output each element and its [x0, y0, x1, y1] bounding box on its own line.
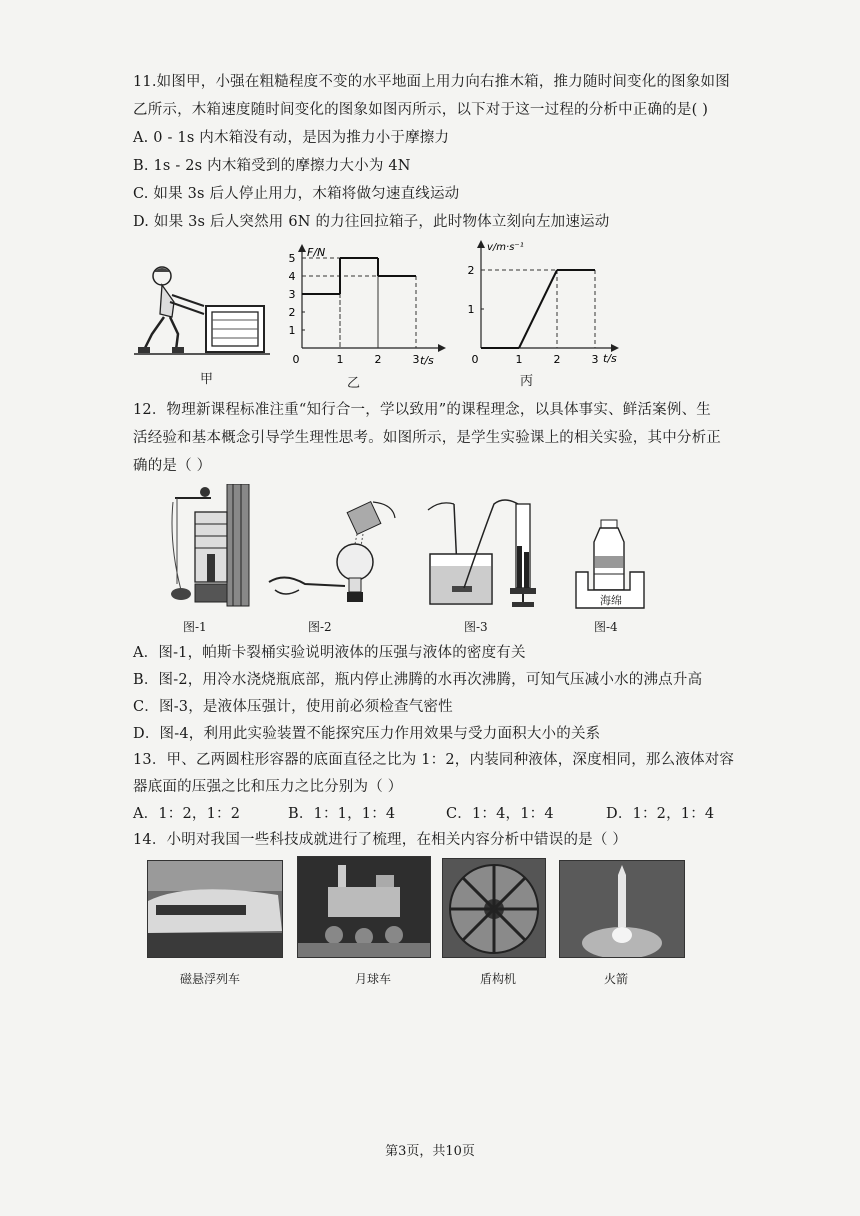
fig-1-label: 图-1 [183, 620, 207, 634]
force-chart-ytick-label: 3 [288, 288, 296, 301]
force-chart-xlabel: t/s [420, 354, 434, 367]
velocity-chart-xtick-label: 1 [515, 353, 523, 366]
force-chart-ytick-label: 2 [288, 306, 296, 319]
caption-tbm: 盾构机 [480, 972, 517, 986]
caption-rocket: 火箭 [604, 972, 629, 986]
boy-pushing-box-illustration [132, 262, 272, 362]
force-chart-xtick-label: 3 [412, 353, 420, 366]
velocity-chart-x-arrow [611, 344, 619, 352]
fig-jia-label: 甲 [200, 372, 214, 387]
force-chart-y-arrow [298, 244, 306, 252]
q13-option-c[interactable]: C．1：4，1：4 [446, 806, 554, 822]
q11-stem-line2: 乙所示，木箱速度随时间变化的图象如图丙所示，以下对于这一过程的分析中正确的是( ) [133, 102, 709, 118]
q13-stem-line1: 13．甲、乙两圆柱形容器的底面直径之比为 1：2，内装同种液体，深度相同，那么液体对容 [133, 752, 735, 768]
q11-option-a[interactable]: A. 0 - 1s 内木箱没有动，是因为推力小于摩擦力 [133, 130, 450, 146]
caption-lunar-rover: 月球车 [355, 972, 392, 986]
q12-stem-line1: 12．物理新课程标准注重“知行合一，学以致用”的课程理念，以具体事实、鲜活案例、生 [133, 402, 711, 418]
velocity-chart-y-arrow [477, 240, 485, 248]
q13-option-d[interactable]: D．1：2，1：4 [606, 806, 715, 822]
q11-option-b[interactable]: B. 1s - 2s 内木箱受到的摩擦力大小为 4N [133, 158, 411, 174]
q12-stem-line3: 确的是（ ） [133, 458, 212, 474]
q13-stem-line2: 器底面的压强之比和压力之比分别为（ ） [133, 779, 403, 795]
q13-options-row [133, 804, 733, 824]
velocity-chart-xtick-label: 2 [553, 353, 561, 366]
velocity-chart-data-segment [519, 270, 557, 348]
q12-option-c[interactable]: C．图-3，是液体压强计，使用前必须检查气密性 [133, 699, 453, 715]
flask-cold-water-illustration [265, 494, 405, 610]
force-chart-xtick-label: 0 [292, 353, 300, 366]
fig-4-label: 图-4 [594, 620, 618, 634]
velocity-chart-ytick-label: 1 [467, 303, 475, 316]
fig-3-label: 图-3 [464, 620, 488, 634]
q11-option-d[interactable]: D. 如果 3s 后人突然用 6N 的力往回拉箱子，此时物体立刻向左加速运动 [133, 214, 610, 230]
q13-option-b[interactable]: B．1：1，1：4 [288, 806, 396, 822]
q14-stem: 14．小明对我国一些科技成就进行了梳理，在相关内容分析中错误的是（ ） [133, 832, 628, 848]
q12-option-a[interactable]: A．图-1，帕斯卡裂桶实验说明液体的压强与液体的密度有关 [133, 645, 526, 661]
caption-maglev: 磁悬浮列车 [180, 972, 241, 986]
force-chart-ytick-label: 1 [288, 324, 296, 337]
fig-2-label: 图-2 [308, 620, 332, 634]
sponge-label: 海绵 [600, 594, 622, 607]
q12-option-d[interactable]: D．图-4，利用此实验装置不能探究压力作用效果与受力面积大小的关系 [133, 726, 601, 742]
force-chart-xtick-label: 1 [336, 353, 344, 366]
maglev-train-photo [147, 860, 283, 958]
force-chart-x-arrow [438, 344, 446, 352]
q12-option-b[interactable]: B．图-2，用冷水浇烧瓶底部，瓶内停止沸腾的水再次沸腾，可知气压减小水的沸点升高 [133, 672, 703, 688]
force-chart-ylabel: F/N [307, 246, 326, 259]
pascal-barrel-illustration [155, 484, 255, 610]
q11-stem-line1: 11.如图甲，小强在粗糙程度不变的水平地面上用力向右推木箱，推力随时间变化的图象如图 [133, 74, 730, 90]
pressure-gauge-illustration [424, 490, 554, 610]
velocity-chart-xtick-label: 0 [471, 353, 479, 366]
force-chart-xtick-label: 2 [374, 353, 382, 366]
velocity-chart-ytick-label: 2 [467, 264, 475, 277]
velocity-time-chart [465, 236, 625, 368]
velocity-chart-xlabel: t/s [603, 352, 617, 365]
rocket-launch-photo [559, 860, 685, 958]
force-time-chart [280, 244, 450, 368]
q12-stem-line2: 活经验和基本概念引导学生理性思考。如图所示，是学生实验课上的相关实验，其中分析正 [133, 430, 721, 446]
force-chart-ytick-label: 5 [288, 252, 296, 265]
tunnel-boring-machine-photo [442, 858, 546, 958]
force-chart-ytick-label: 4 [288, 270, 296, 283]
fig-yi-label: 乙 [347, 376, 361, 391]
lunar-rover-photo [297, 856, 431, 958]
velocity-chart-ylabel: v/m·s⁻¹ [487, 242, 524, 253]
fig-bing-label: 丙 [520, 374, 534, 389]
bottle-on-sponge-illustration [574, 516, 648, 610]
velocity-chart-xtick-label: 3 [591, 353, 599, 366]
page-footer: 第3页，共10页 [385, 1144, 475, 1159]
q13-option-a[interactable]: A．1：2，1：2 [133, 806, 241, 822]
q11-option-c[interactable]: C. 如果 3s 后人停止用力，木箱将做匀速直线运动 [133, 186, 460, 202]
